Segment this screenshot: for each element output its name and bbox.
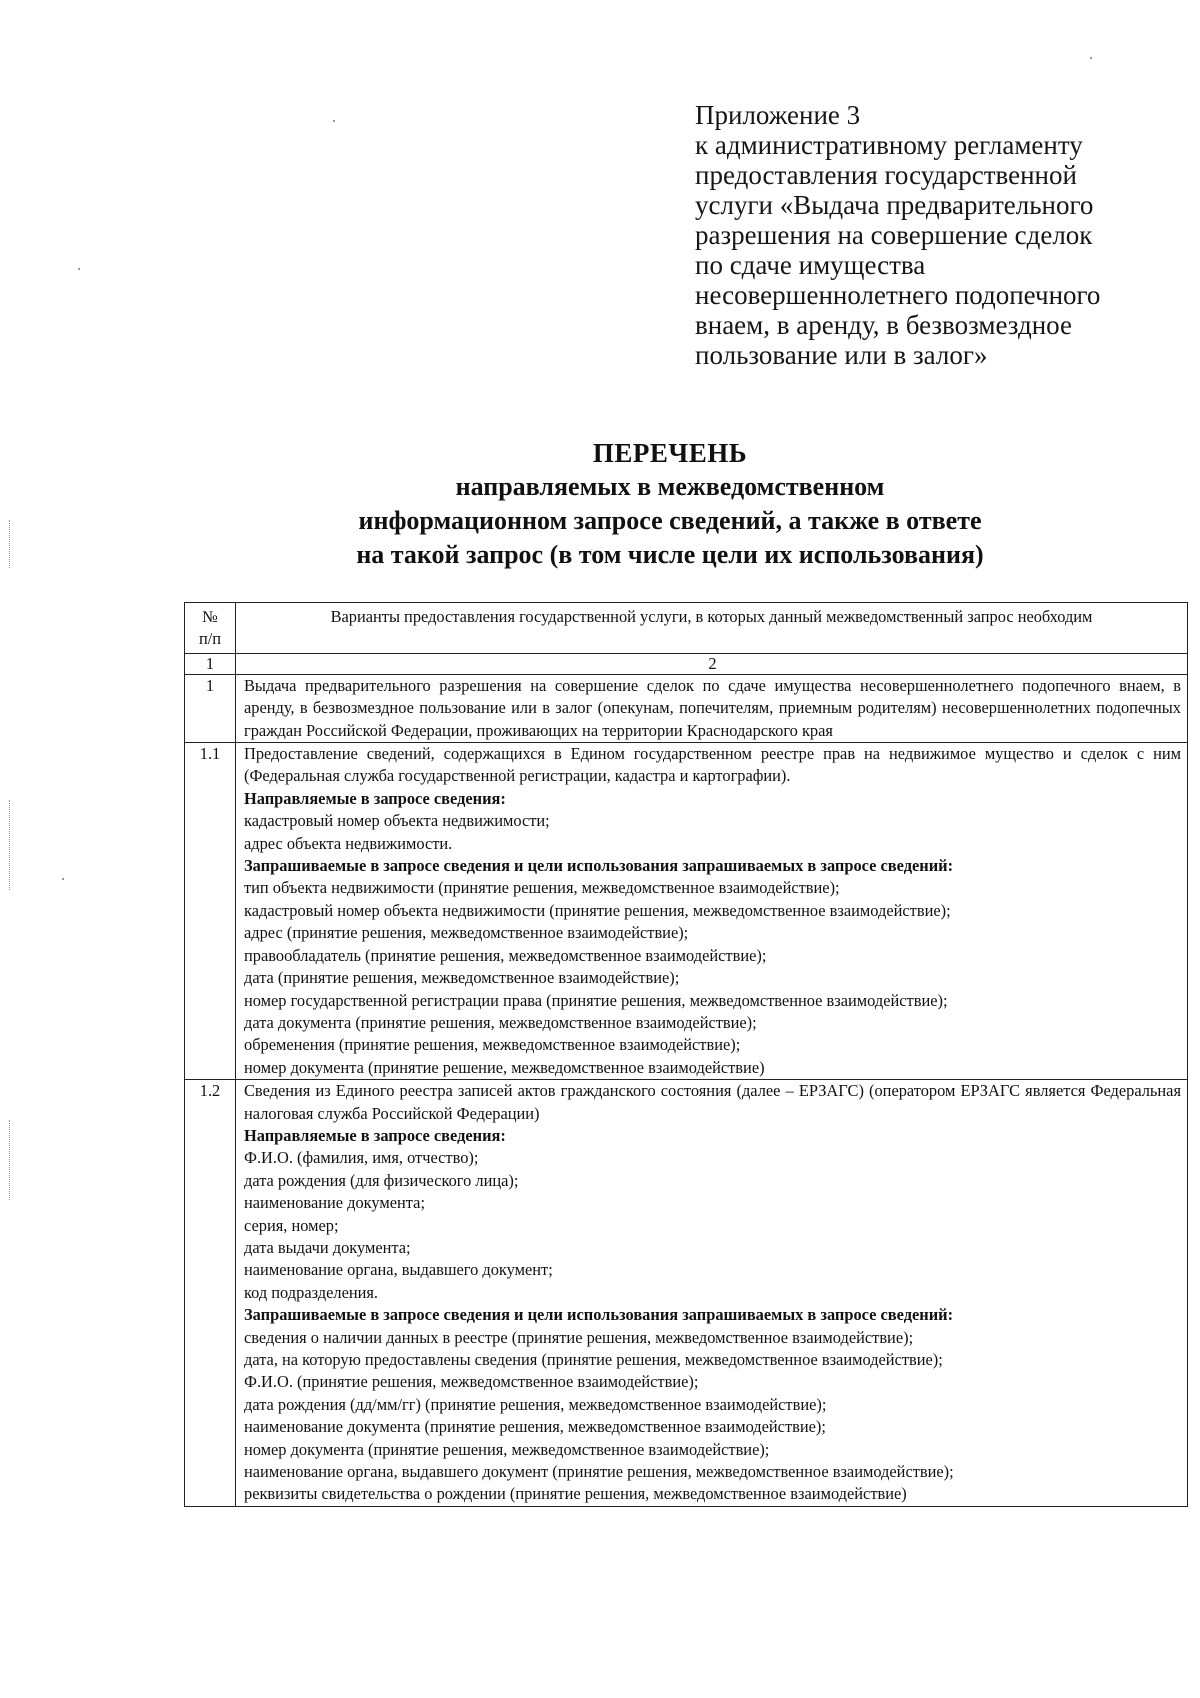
row-text: Выдача предварительного разрешения на совершение сделок по сдаче имущества несовершеннолетнего подопечного внаем, в аренду, в безвозмездное пользование или в залог (опекунам, попечителям, приемным родителям) несовершеннолетних подопечных граждан Российской Федерации, проживающих на территории Краснодарского края: [244, 675, 1181, 740]
row-item: номер документа (принятие решение, межведомственное взаимодействие): [244, 1057, 765, 1077]
appendix-line: несовершеннолетнего подопечного: [695, 280, 1101, 310]
row-content: [236, 743, 1188, 1080]
header-num-cell: [185, 603, 236, 654]
row-item: наименование документа (принятие решения, межведомственное взаимодействие);: [244, 1417, 826, 1437]
row-item: Ф.И.О. (фамилия, имя, отчество);: [244, 1148, 479, 1168]
appendix-line: пользование или в залог»: [695, 340, 988, 370]
column-numbers-row: [185, 653, 1188, 674]
row-item: адрес (принятие решения, межведомственное взаимодействие);: [244, 923, 689, 943]
scan-speck: [78, 268, 80, 270]
row-item: дата (принятие решения, межведомственное взаимодействие);: [244, 968, 680, 988]
row-item: номер государственной регистрации права (принятие решения, межведомственное взаимодействие);: [244, 990, 948, 1010]
row-item: код подразделения.: [244, 1282, 379, 1302]
row-item: адрес объекта недвижимости.: [244, 833, 453, 853]
scan-margin-mark: [9, 1120, 11, 1200]
row-item: Ф.И.О. (принятие решения, межведомственное взаимодействие);: [244, 1372, 699, 1392]
row-item: кадастровый номер объекта недвижимости (принятие решения, межведомственное взаимодействие);: [244, 900, 951, 920]
scan-speck: [1090, 57, 1092, 59]
row-item: наименование органа, выдавшего документ (принятие решения, межведомственное взаимодействие);: [244, 1462, 954, 1482]
row-subheading: Запрашиваемые в запросе сведения и цели использования запрашиваемых в запросе сведений:: [244, 1305, 954, 1325]
scan-margin-mark: [9, 800, 11, 890]
row-subheading: Направляемые в запросе сведения:: [244, 788, 506, 808]
appendix-header: [695, 100, 1165, 370]
column-number: 2: [236, 653, 1188, 674]
row-content: [236, 674, 1188, 742]
row-number: 1: [185, 674, 236, 742]
row-item: тип объекта недвижимости (принятие решения, межведомственное взаимодействие);: [244, 878, 840, 898]
row-item: номер документа (принятие решения, межведомственное взаимодействие);: [244, 1439, 770, 1459]
row-number: 1.2: [185, 1080, 236, 1507]
title-subline: направляемых в межведомственном: [455, 472, 885, 501]
row-item: кадастровый номер объекта недвижимости;: [244, 811, 550, 831]
row-content: [236, 1080, 1188, 1507]
title-subline: на такой запрос (в том числе цели их использования): [356, 540, 984, 569]
row-item: дата выдачи документа;: [244, 1237, 411, 1257]
row-subheading: Запрашиваемые в запросе сведения и цели использования запрашиваемых в запросе сведений:: [244, 856, 954, 876]
row-item: реквизиты свидетельства о рождении (принятие решения, межведомственное взаимодействие): [244, 1484, 907, 1504]
header-num-abbr: п/п: [198, 629, 222, 649]
row-item: обременения (принятие решения, межведомственное взаимодействие);: [244, 1035, 741, 1055]
appendix-line: услуги «Выдача предварительного: [695, 190, 1094, 220]
table-row: [185, 674, 1188, 742]
appendix-line: разрешения на совершение сделок: [695, 220, 1093, 250]
row-item: серия, номер;: [244, 1215, 339, 1235]
table-row: [185, 1080, 1188, 1507]
appendix-line: к административному регламенту: [695, 130, 1083, 160]
table-row: [185, 743, 1188, 1080]
table-header-row: [185, 603, 1188, 654]
appendix-line: внаем, в аренду, в безвозмездное: [695, 310, 1072, 340]
appendix-line: предоставления государственной: [695, 160, 1077, 190]
header-num-symbol: №: [202, 607, 218, 626]
row-item: наименование органа, выдавшего документ;: [244, 1260, 553, 1280]
title-subline: информационном запросе сведений, а также в ответе: [358, 506, 982, 535]
row-item: дата, на которую предоставлены сведения (принятие решения, межведомственное взаимодействие);: [244, 1350, 943, 1369]
row-subheading: Направляемые в запросе сведения:: [244, 1125, 506, 1145]
header-variants-cell: Варианты предоставления государственной услуги, в которых данный межведомственный запрос необходим: [236, 603, 1188, 654]
appendix-line: по сдаче имущества: [695, 250, 926, 280]
title-main: ПЕРЕЧЕНЬ: [592, 438, 748, 468]
row-item: сведения о наличии данных в реестре (принятие решения, межведомственное взаимодействие);: [244, 1327, 914, 1347]
row-item: дата рождения (для физического лица);: [244, 1170, 519, 1190]
scan-speck: [333, 120, 335, 122]
column-number: 1: [185, 653, 236, 674]
row-item: правообладатель (принятие решения, межведомственное взаимодействие);: [244, 945, 767, 965]
row-item: дата рождения (дд/мм/гг) (принятие решения, межведомственное взаимодействие);: [244, 1394, 827, 1414]
row-text: Сведения из Единого реестра записей актов гражданского состояния (далее – ЕРЗАГС) (оператором ЕРЗАГС является Федеральная налоговая служба Российской Федерации): [244, 1081, 1181, 1123]
row-number: 1.1: [185, 743, 236, 1080]
document-title: [0, 436, 1200, 572]
row-text: Предоставление сведений, содержащихся в Едином государственном реестре прав на недвижимое мущество и сделок с ним (Федеральная служба государственной регистрации, кадастра и картографии).: [244, 744, 1181, 786]
row-item: дата документа (принятие решения, межведомственное взаимодействие);: [244, 1012, 757, 1032]
row-item: наименование документа;: [244, 1193, 426, 1213]
requests-table: [184, 602, 1188, 1507]
scan-speck: [62, 878, 64, 880]
appendix-line: Приложение 3: [695, 100, 861, 130]
